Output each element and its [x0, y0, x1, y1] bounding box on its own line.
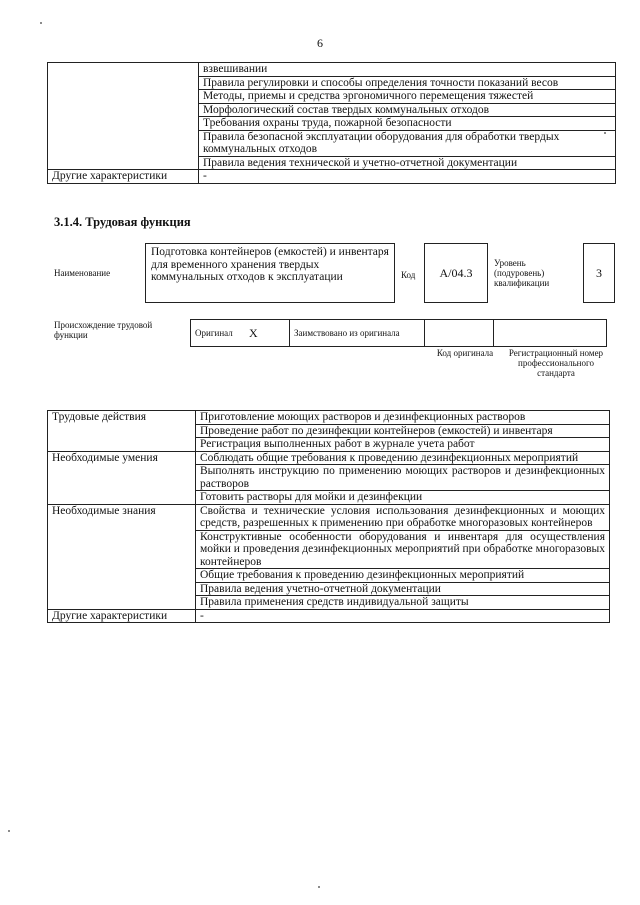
knowledge-item: Общие требования к проведению дезинфекционных мероприятий	[196, 569, 610, 583]
skill-item: Соблюдать общие требования к проведению дезинфекционных мероприятий	[196, 451, 610, 465]
top-table-row: Требования охраны труда, пожарной безопасности	[199, 117, 616, 131]
knowledge-item: Правила применения средств индивидуальной защиты	[196, 596, 610, 610]
reg-caption: Регистрационный номер профессионального стандарта	[508, 348, 604, 378]
original-label: Оригинал	[191, 320, 246, 347]
skills-label: Необходимые умения	[48, 451, 196, 465]
name-label: Наименование	[54, 268, 111, 278]
main-table	[47, 410, 610, 623]
action-item: Приготовление моющих растворов и дезинфекционных растворов	[196, 411, 610, 425]
level-value-box	[583, 243, 615, 303]
main-other-label: Другие характеристики	[48, 609, 196, 623]
top-table-label-cell	[48, 63, 199, 77]
knowledge-label: Необходимые знания	[48, 504, 196, 530]
top-table-row: Правила ведения технической и учетно-отчетной документации	[199, 156, 616, 170]
top-other-value: -	[199, 170, 616, 184]
borrowed-label: Заимствовано из оригинала	[290, 320, 425, 347]
code-label: Код	[401, 270, 416, 280]
name-value-box	[145, 243, 395, 303]
scan-speck	[8, 830, 10, 832]
origin-label: Происхождение трудовой функции	[54, 320, 153, 340]
page-number: 6	[317, 36, 323, 50]
skill-item: Готовить растворы для мойки и дезинфекции	[196, 491, 610, 505]
knowledge-item: Правила ведения учетно-отчетной документации	[196, 582, 610, 596]
top-table-row: взвешивании	[199, 63, 616, 77]
knowledge-item: Конструктивные особенности оборудования и инвентаря для осуществления мойки и проведения дезинфекционных мероприятий при обработке многоразовых контейнеров	[196, 530, 610, 569]
origin-reg-cell	[494, 320, 607, 347]
top-table-row: Морфологический состав твердых коммунальных отходов	[199, 103, 616, 117]
top-table-row: Правила регулировки и способы определения точности показаний весов	[199, 76, 616, 90]
scan-speck	[40, 22, 42, 24]
scan-speck	[318, 886, 320, 888]
actions-label: Трудовые действия	[48, 411, 196, 425]
skill-item: Выполнять инструкцию по применению моющих растворов и дезинфекционных растворов	[196, 465, 610, 491]
original-mark: X	[245, 320, 290, 347]
main-other-value: -	[196, 609, 610, 623]
scan-speck	[604, 132, 606, 134]
top-table-row: Методы, приемы и средства эргономичного перемещения тяжестей	[199, 90, 616, 104]
top-table	[47, 62, 616, 184]
name-value: Подготовка контейнеров (емкостей) и инвентаря для временного хранения твердых коммунальных отходов к эксплуатации	[151, 246, 389, 283]
action-item: Регистрация выполненных работ в журнале учета работ	[196, 438, 610, 452]
level-value: 3	[596, 265, 602, 280]
code-caption: Код оригинала	[436, 348, 494, 358]
knowledge-item: Свойства и технические условия использования дезинфекционных и моющих средств, разрешенных к применению при обработке многоразовых контейнеров	[196, 504, 610, 530]
top-other-label: Другие характеристики	[48, 170, 199, 184]
origin-code-cell	[425, 320, 494, 347]
section-heading: 3.1.4. Трудовая функция	[54, 215, 191, 229]
action-item: Проведение работ по дезинфекции контейнеров (емкостей) и инвентаря	[196, 424, 610, 438]
top-table-row: Правила безопасной эксплуатации оборудования для обработки твердых коммунальных отходов	[199, 130, 616, 156]
origin-table	[190, 319, 607, 347]
code-value: А/04.3	[439, 265, 473, 280]
level-label: Уровень (подуровень) квалификации	[494, 258, 550, 288]
code-value-box	[424, 243, 488, 303]
